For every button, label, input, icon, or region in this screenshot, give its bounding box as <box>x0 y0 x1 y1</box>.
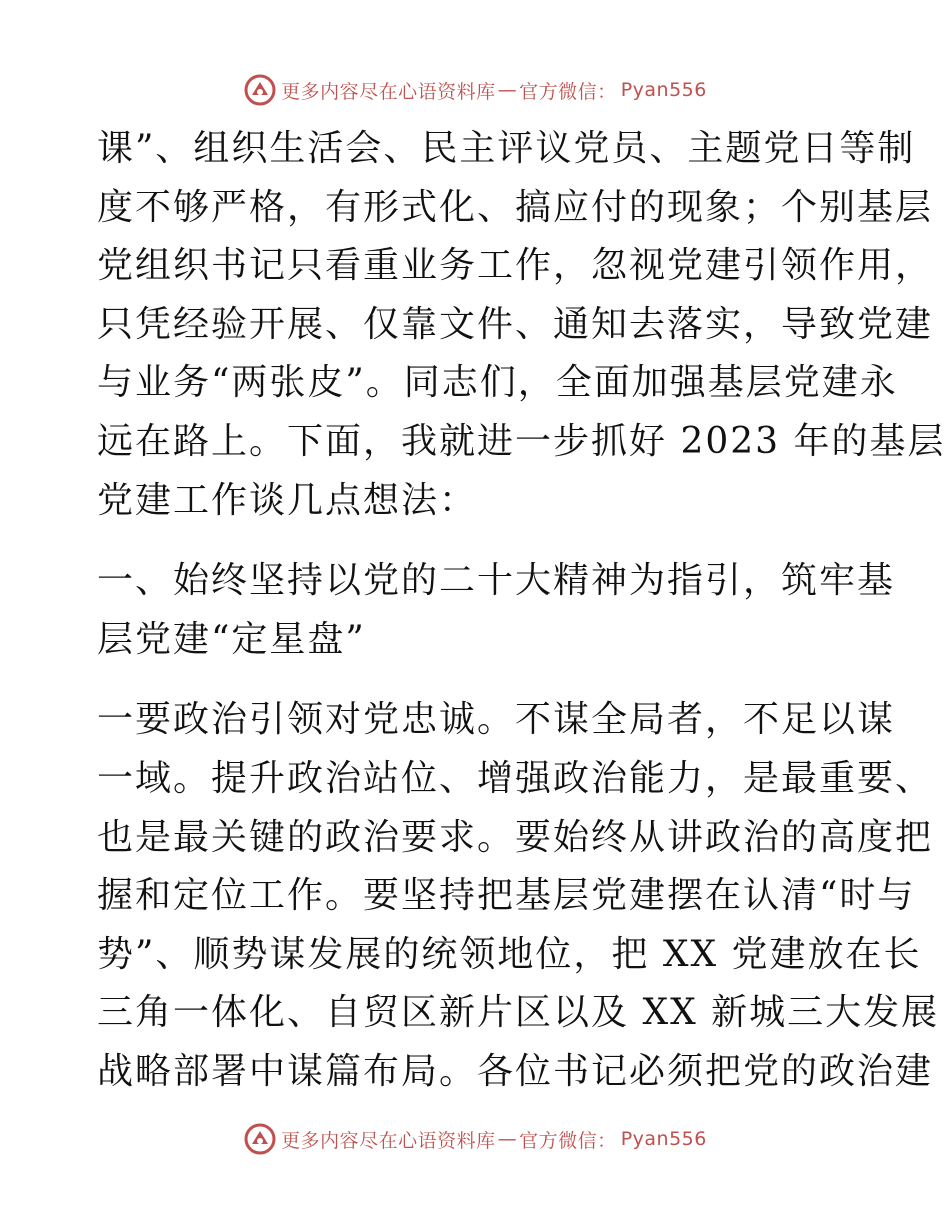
heading-line: 一、始终坚持以党的二十大精神为指引，筑牢基 <box>97 560 896 602</box>
library-logo-icon <box>243 1122 277 1156</box>
text-line: 党组织书记只看重业务工作，忽视党建引领作用， <box>97 245 934 287</box>
heading-line: 层党建“定星盘” <box>97 618 366 660</box>
text-line: 一域。提升政治站位、增强政治能力，是最重要、 <box>97 757 934 799</box>
header-watermark <box>0 70 950 110</box>
text-line: 势”、顺势谋发展的统领地位，把 XX 党建放在长 <box>97 933 922 975</box>
text-line: 也是最关键的政治要求。要始终从讲政治的高度把 <box>97 816 934 858</box>
text-line: 与业务“两张皮”。同志们，全面加强基层党建永 <box>97 362 898 404</box>
watermark-wechat-label: 官方微信： <box>519 1129 617 1152</box>
paragraph-intro <box>97 120 946 530</box>
text-line: 党建工作谈几点想法： <box>97 479 478 521</box>
library-logo-icon <box>243 73 277 107</box>
text-line: 度不够严格，有形式化、搞应付的现象；个别基层 <box>97 186 934 228</box>
watermark-wechat-label: 官方微信： <box>519 80 617 103</box>
section-heading <box>97 552 896 669</box>
text-line: 只凭经验开展、仅靠文件、通知去落实，导致党建 <box>97 303 934 345</box>
paragraph-political-leadership <box>97 691 940 1101</box>
watermark-text: 更多内容尽在心语资料库 <box>281 1129 496 1152</box>
text-line: 握和定位工作。要坚持把基层党建摆在认清“时与 <box>97 875 916 917</box>
text-line: 课”、组织生活会、民主评议党员、主题党日等制 <box>97 128 916 169</box>
watermark-wechat-id: Pyan556 <box>620 1128 707 1150</box>
document-body <box>97 120 946 1102</box>
text-line: 三角一体化、自贸区新片区以及 XX 新城三大发展 <box>97 992 940 1034</box>
footer-watermark <box>0 1119 950 1159</box>
text-line: 一要政治引领对党忠诚。不谋全局者，不足以谋 <box>97 699 896 741</box>
watermark-dash: — <box>497 1128 518 1150</box>
text-line: 远在路上。下面，我就进一步抓好 2023 年的基层 <box>97 420 946 462</box>
watermark-dash: — <box>497 79 518 101</box>
watermark-wechat-id: Pyan556 <box>620 79 707 101</box>
watermark-text: 更多内容尽在心语资料库 <box>281 80 496 103</box>
text-line: 战略部署中谋篇布局。各位书记必须把党的政治建 <box>97 1050 934 1092</box>
